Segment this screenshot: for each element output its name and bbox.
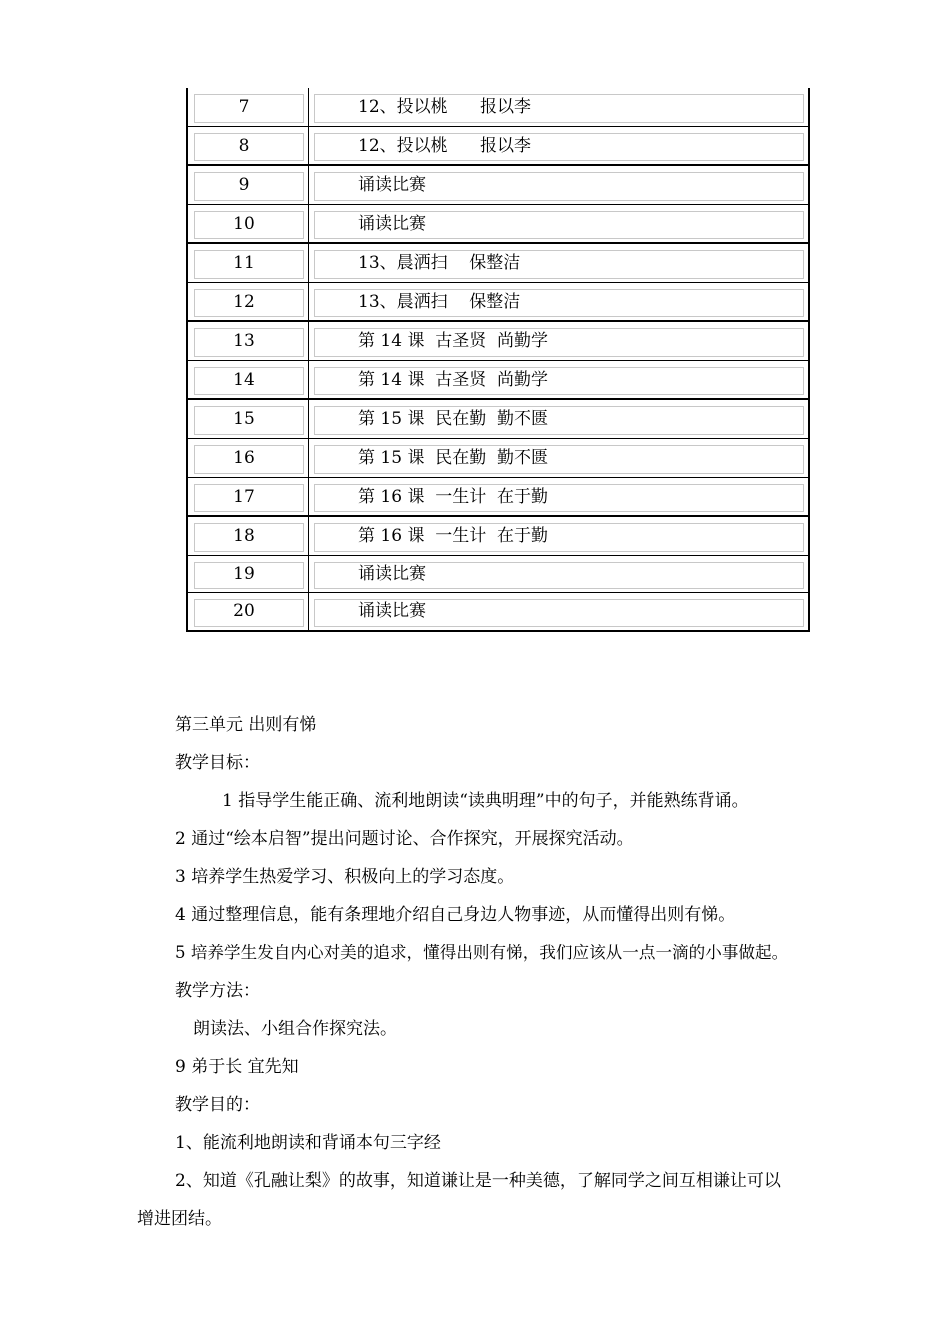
table-row	[188, 244, 808, 283]
week-number: 7	[238, 97, 250, 117]
table-row	[188, 517, 808, 556]
table-row	[188, 478, 808, 517]
table-row	[188, 166, 808, 205]
lesson-title: 第 14 课 古圣贤 尚勤学	[358, 370, 549, 390]
goal-item: 4 通过整理信息，能有条理地介绍自己身边人物事迹，从而懂得出则有悌。	[175, 905, 736, 925]
week-number: 17	[233, 487, 255, 507]
lesson-title: 13、晨洒扫 保整洁	[358, 253, 521, 273]
purpose-continuation: 增进团结。	[137, 1209, 222, 1229]
week-number: 18	[233, 526, 255, 546]
purpose-heading: 教学目的：	[175, 1095, 260, 1115]
table-row	[188, 400, 808, 439]
table-row	[188, 439, 808, 478]
schedule-table	[186, 88, 810, 632]
goal-item: 2 通过“绘本启智”提出问题讨论、合作探究，开展探究活动。	[175, 829, 634, 849]
lesson-heading: 9 弟于长 宜先知	[175, 1057, 299, 1077]
lesson-title: 诵读比赛	[358, 564, 426, 584]
week-number: 10	[233, 214, 255, 234]
lesson-title: 13、晨洒扫 保整洁	[358, 292, 521, 312]
goal-item: 3 培养学生热爱学习、积极向上的学习态度。	[175, 867, 515, 887]
week-number: 16	[233, 448, 255, 468]
week-number: 9	[238, 175, 250, 195]
week-number: 8	[238, 136, 250, 156]
week-number: 19	[233, 564, 255, 584]
table-row	[188, 127, 808, 166]
lesson-title: 12、投以桃 报以李	[358, 97, 532, 117]
goals-heading: 教学目标：	[175, 753, 260, 773]
table-row	[188, 361, 808, 400]
table-row	[188, 556, 808, 593]
table-row	[188, 283, 808, 322]
week-number: 14	[233, 370, 255, 390]
lesson-title: 诵读比赛	[358, 175, 426, 195]
week-number: 11	[233, 253, 255, 273]
lesson-title: 诵读比赛	[358, 601, 426, 621]
lesson-title: 第 16 课 一生计 在于勤	[358, 526, 549, 546]
methods-text: 朗读法、小组合作探究法。	[193, 1019, 397, 1039]
goal-item: 5 培养学生发自内心对美的追求，懂得出则有悌，我们应该从一点一滴的小事做起。	[175, 943, 789, 962]
lesson-title: 12、投以桃 报以李	[358, 136, 532, 156]
lesson-title: 诵读比赛	[358, 214, 426, 234]
table-row	[188, 205, 808, 244]
table-row	[188, 593, 808, 630]
methods-heading: 教学方法：	[175, 981, 260, 1001]
purpose-item: 1、能流利地朗读和背诵本句三字经	[175, 1133, 441, 1153]
week-number: 20	[233, 601, 255, 621]
week-number: 12	[233, 292, 255, 312]
week-number: 13	[233, 331, 255, 351]
purpose-item: 2、知道《孔融让梨》的故事，知道谦让是一种美德，了解同学之间互相谦让可以	[175, 1171, 781, 1191]
table-row	[188, 322, 808, 361]
unit-title: 第三单元 出则有悌	[175, 715, 317, 735]
lesson-title: 第 14 课 古圣贤 尚勤学	[358, 331, 549, 351]
lesson-title: 第 15 课 民在勤 勤不匮	[358, 409, 549, 429]
lesson-title: 第 16 课 一生计 在于勤	[358, 487, 549, 507]
goal-item: 1 指导学生能正确、流利地朗读“读典明理”中的句子，并能熟练背诵。	[222, 791, 749, 811]
table-row	[188, 88, 808, 127]
lesson-title: 第 15 课 民在勤 勤不匮	[358, 448, 549, 468]
week-number: 15	[233, 409, 255, 429]
